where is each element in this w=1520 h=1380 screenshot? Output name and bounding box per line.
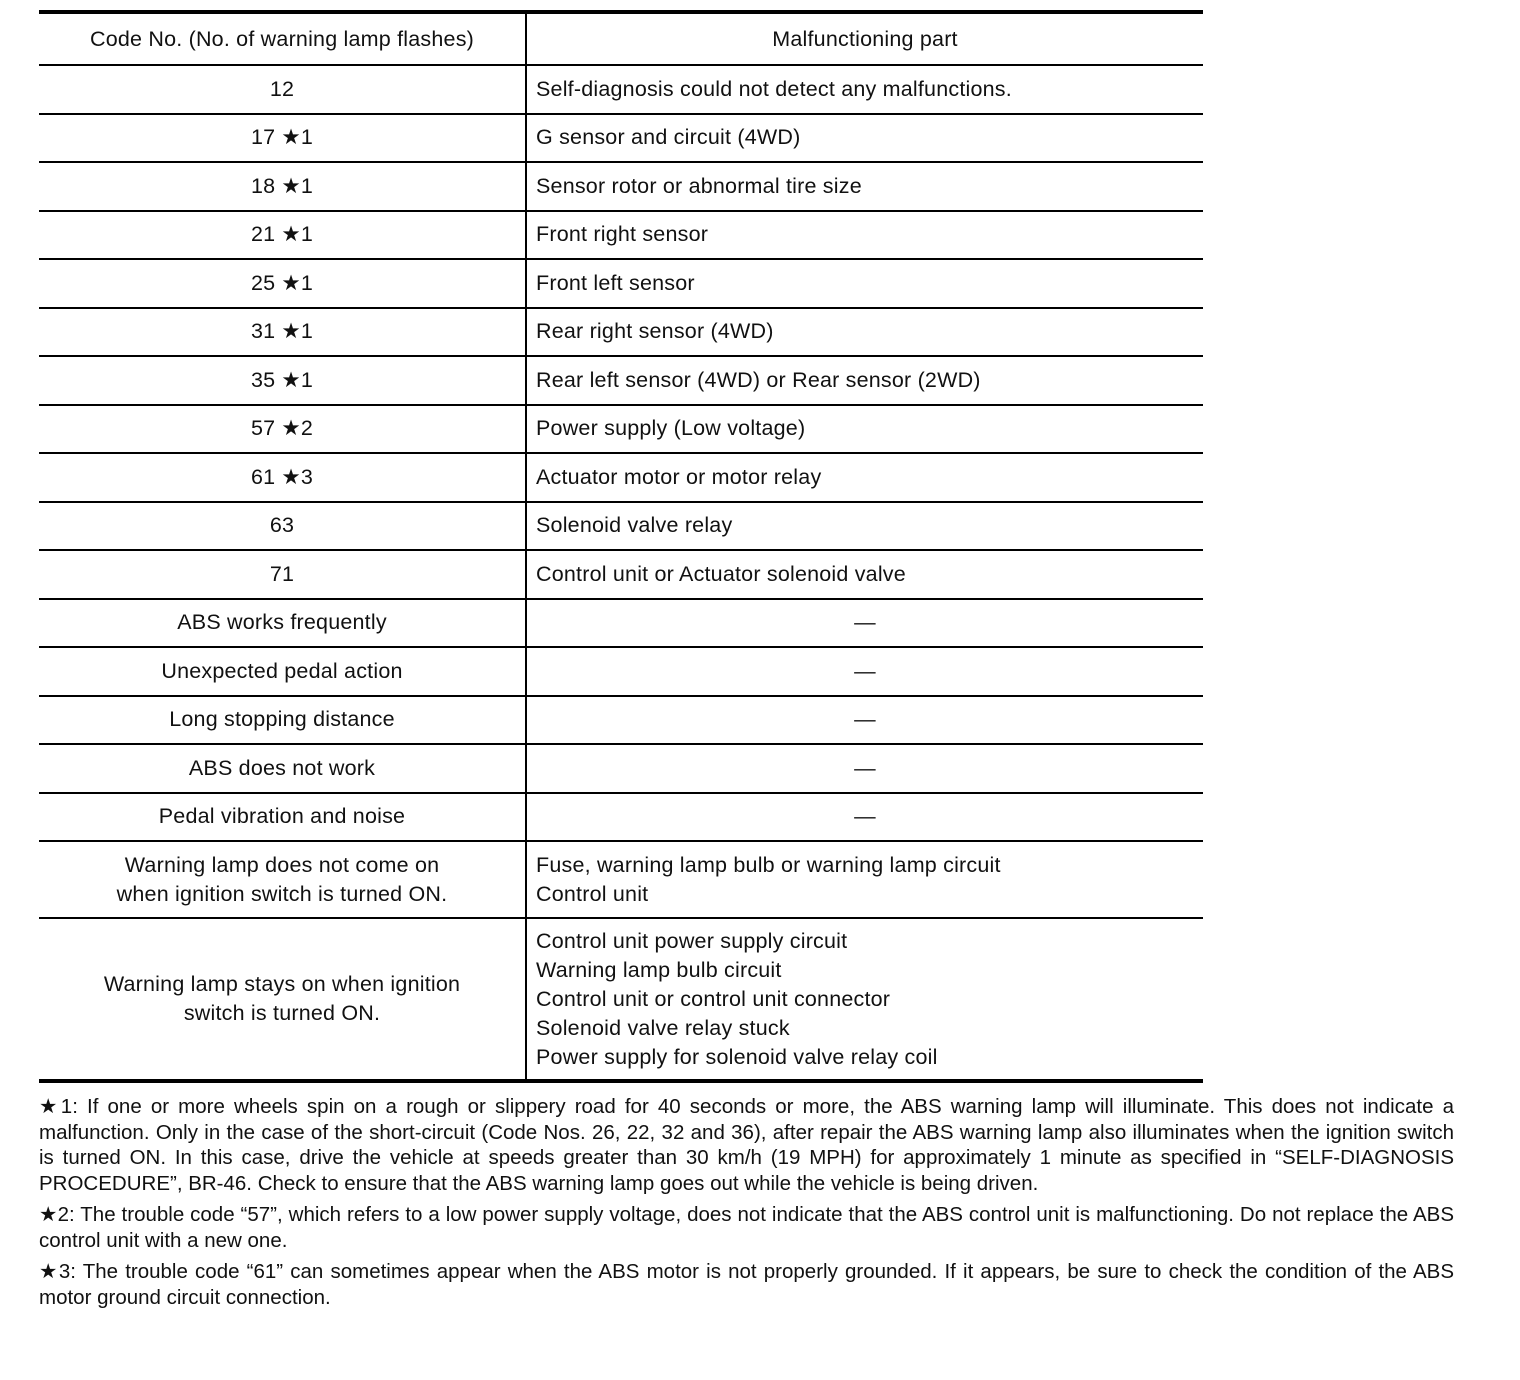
- table-row: [39, 114, 1203, 163]
- table-row: [39, 453, 1203, 502]
- symptom-cell: ABS does not work: [39, 744, 526, 793]
- code-cell: 25 ★1: [39, 259, 526, 308]
- part-cell: [526, 308, 1203, 357]
- part-cell: [526, 114, 1203, 163]
- table-row: [39, 211, 1203, 260]
- column-header-part: Malfunctioning part: [526, 12, 1203, 65]
- part-line: Control unit or Actuator solenoid valve: [536, 561, 906, 586]
- part-line: Rear left sensor (4WD) or Rear sensor (2WD): [536, 367, 981, 392]
- code-cell: 21 ★1: [39, 211, 526, 260]
- table-row: [39, 308, 1203, 357]
- table-row: [39, 793, 1203, 842]
- table-row: [39, 647, 1203, 696]
- table-row: [39, 696, 1203, 745]
- part-line: G sensor and circuit (4WD): [536, 125, 801, 150]
- table-row: [39, 65, 1203, 114]
- dash-mark: —: [854, 658, 876, 683]
- part-line: Control unit power supply circuit: [536, 928, 848, 953]
- part-cell: [526, 696, 1203, 745]
- dash-mark: —: [854, 707, 876, 732]
- symptom-line: when ignition switch is turned ON.: [116, 881, 448, 906]
- part-cell: [526, 162, 1203, 211]
- table-row: [39, 918, 1203, 1081]
- part-line: Actuator motor or motor relay: [536, 464, 822, 489]
- code-cell: 18 ★1: [39, 162, 526, 211]
- part-cell: [526, 211, 1203, 260]
- code-cell: 63: [39, 502, 526, 551]
- part-cell: [526, 647, 1203, 696]
- part-line: Self-diagnosis could not detect any malfunctions.: [536, 76, 1012, 101]
- table-row: [39, 259, 1203, 308]
- table-row: [39, 599, 1203, 648]
- table-row: [39, 502, 1203, 551]
- code-cell: 71: [39, 550, 526, 599]
- part-cell: [526, 405, 1203, 454]
- symptom-cell: Unexpected pedal action: [39, 647, 526, 696]
- part-line: Control unit or control unit connector: [536, 986, 891, 1011]
- trouble-code-table: [39, 10, 1203, 1083]
- part-cell: [526, 599, 1203, 648]
- part-line: Sensor rotor or abnormal tire size: [536, 173, 862, 198]
- part-line: Front right sensor: [536, 222, 709, 247]
- part-line: Control unit: [536, 881, 649, 906]
- part-cell: [526, 841, 1203, 918]
- part-cell: [526, 918, 1203, 1081]
- part-line: Rear right sensor (4WD): [536, 319, 774, 344]
- part-line: Fuse, warning lamp bulb or warning lamp circuit: [536, 852, 1001, 877]
- footnote-2: ★2: The trouble code “57”, which refers to a low power supply voltage, does not indicate that the ABS control unit is malfunctioning. Do not replace the ABS control unit with a new one.: [39, 1203, 1454, 1252]
- symptom-line: switch is turned ON.: [183, 1001, 381, 1025]
- dash-mark: —: [854, 755, 876, 780]
- part-cell: [526, 356, 1203, 405]
- part-line: Solenoid valve relay stuck: [536, 1015, 790, 1040]
- part-cell: [526, 502, 1203, 551]
- symptom-cell: Long stopping distance: [39, 696, 526, 745]
- code-cell: 35 ★1: [39, 356, 526, 405]
- table-row: [39, 356, 1203, 405]
- table-row: [39, 841, 1203, 918]
- symptom-cell: [39, 918, 526, 1081]
- part-line: Power supply for solenoid valve relay coil: [536, 1044, 938, 1069]
- code-cell: 31 ★1: [39, 308, 526, 357]
- code-cell: 12: [39, 65, 526, 114]
- symptom-cell: Pedal vibration and noise: [39, 793, 526, 842]
- part-cell: [526, 65, 1203, 114]
- part-line: Front left sensor: [536, 270, 695, 295]
- part-line: Warning lamp bulb circuit: [536, 957, 782, 982]
- part-cell: [526, 453, 1203, 502]
- symptom-cell: ABS works frequently: [39, 599, 526, 648]
- table-row: [39, 162, 1203, 211]
- symptom-line: Warning lamp stays on when ignition: [103, 972, 461, 996]
- code-cell: 57 ★2: [39, 405, 526, 454]
- code-cell: 17 ★1: [39, 114, 526, 163]
- dash-mark: —: [854, 804, 876, 829]
- footnote-1: ★1: If one or more wheels spin on a rough or slippery road for 40 seconds or more, the ABS warning lamp will illuminate. This does not indicate a malfunction. Only in the case of the short-circuit (Code Nos. 26, 22, 32 and 36), after repair the ABS warning lamp also illuminates when the ignition switch is turned ON. In this case, drive the vehicle at speeds greater than 30 km/h (19 MPH) for approximately 1 minute as specified in “SELF-DIAGNOSIS PROCEDURE”, BR-46. Check to ensure that the ABS warning lamp goes out while the vehicle is being driven.: [39, 1095, 1454, 1195]
- part-cell: [526, 744, 1203, 793]
- footnote-3: ★3: The trouble code “61” can sometimes appear when the ABS motor is not properly grounded. If it appears, be sure to check the condition of the ABS motor ground circuit connection.: [39, 1260, 1454, 1309]
- document-page: [39, 10, 1454, 1316]
- part-cell: [526, 550, 1203, 599]
- table-row: [39, 405, 1203, 454]
- part-cell: [526, 259, 1203, 308]
- table-header-row: [39, 12, 1203, 65]
- column-header-code: Code No. (No. of warning lamp flashes): [39, 12, 526, 65]
- part-cell: [526, 793, 1203, 842]
- symptom-cell: [39, 841, 526, 918]
- code-cell: 61 ★3: [39, 453, 526, 502]
- footnotes: [39, 1094, 1454, 1310]
- part-line: Solenoid valve relay: [536, 513, 733, 538]
- dash-mark: —: [854, 610, 876, 635]
- part-line: Power supply (Low voltage): [536, 416, 806, 441]
- table-row: [39, 744, 1203, 793]
- symptom-line: Warning lamp does not come on: [124, 852, 440, 877]
- table-row: [39, 550, 1203, 599]
